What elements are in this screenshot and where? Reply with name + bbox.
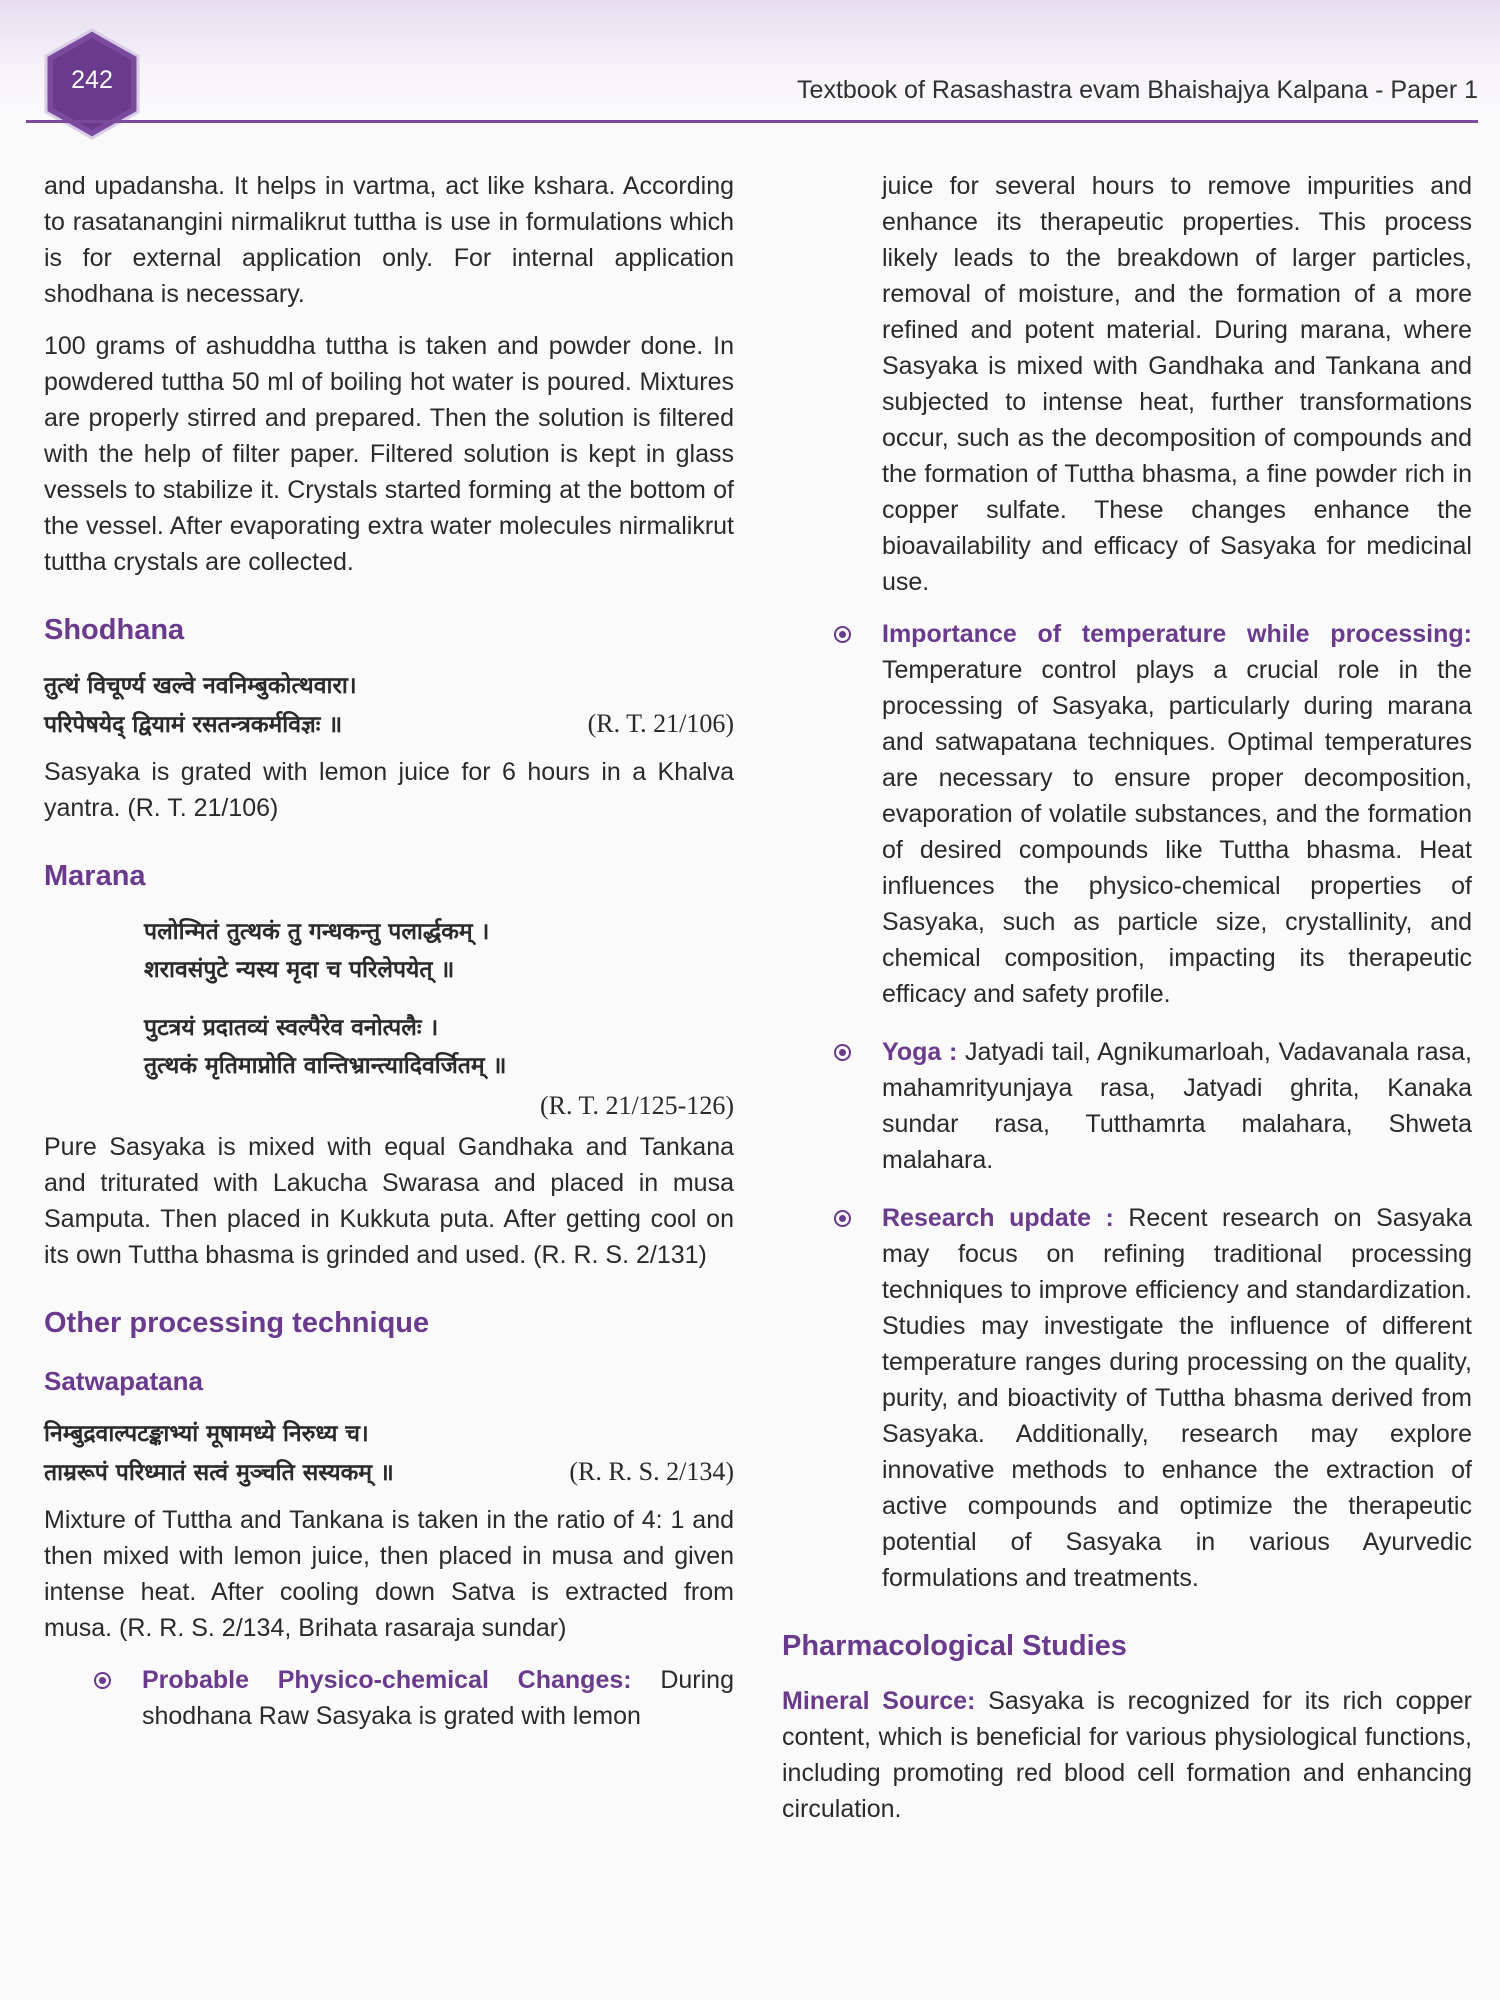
verse-reference: (R. T. 21/106) — [587, 709, 734, 738]
bullet-research — [834, 1200, 1472, 1596]
right-column — [782, 168, 1472, 1843]
bullet-lead: Research update : — [882, 1204, 1114, 1232]
shodhana-heading: Shodhana — [44, 614, 185, 646]
header-rule — [26, 120, 1478, 123]
bullet-lead: Probable Physico-chemical Changes: — [142, 1666, 632, 1694]
verse-line: निम्बुद्रवाल्पटङ्काभ्यां मूषामध्ये निरुध्य च। — [44, 1420, 369, 1447]
mineral-source-lead: Mineral Source: — [782, 1687, 976, 1715]
verse-line: पलोन्मितं तुत्थकं तु गन्धकन्तु पलार्द्धकम् । — [144, 918, 490, 945]
marana-text: Pure Sasyaka is mixed with equal Gandhaka and Tankana and triturated with Lakucha Swarasa and placed in musa Samputa. Then placed in Kukkuta puta. After getting cool on its own Tuttha bhasma is grinded and used. (R. R. S. 2/131) — [44, 1133, 734, 1269]
verse-reference: (R. R. S. 2/134) — [569, 1457, 734, 1486]
other-processing-heading: Other processing technique — [44, 1307, 430, 1339]
bullet-text: Recent research on Sasyaka may focus on refining traditional processing techniques to improve efficiency and standardization. Studies may investigate the influence of different temperature ranges during processing on the quality, purity, and bioactivity of Tuttha bhasma derived from Sasyaka. Additionally, research may explore innovative methods to enhance the extraction of active compounds and optimize the therapeutic potential of Sasyaka in various Ayurvedic formulations and treatments. — [882, 1204, 1472, 1592]
marana-verse — [144, 913, 734, 1085]
running-title: Textbook of Rasashastra evam Bhaishajya Kalpana - Paper 1 — [797, 76, 1478, 104]
bullet-icon — [834, 1044, 851, 1061]
left-column — [44, 168, 734, 1756]
verse-line: तुत्थं विचूर्ण्य खल्वे नवनिम्बुकोत्थवारा। — [44, 672, 357, 699]
verse-line: तुत्थकं मृतिमाप्नोति वान्तिभ्रान्त्यादिवर्जितम् ॥ — [144, 1052, 507, 1079]
preparation-paragraph: 100 grams of ashuddha tuttha is taken and powder done. In powdered tuttha 50 ml of boiling hot water is poured. Mixtures are properly stirred and prepared. Then the solution is filtered with the help of filter paper. Filtered solution is kept in glass vessels to stabilize it. Crystals started forming at the bottom of the vessel. After evaporating extra water molecules nirmalikrut tuttha crystals are collected. — [44, 332, 734, 576]
marana-heading: Marana — [44, 860, 146, 892]
satwapatana-verse — [44, 1415, 734, 1492]
bullet-icon — [94, 1672, 111, 1689]
bullet-physico-chemical — [94, 1662, 734, 1734]
bullet-text: Temperature control plays a crucial role in the processing of Sasyaka, particularly during marana and satwapatana techniques. Optimal temperatures are necessary to ensure proper decomposition, evaporation of volatile substances, and the formation of desired compounds like Tuttha bhasma. Heat influences the physico-chemical properties of Sasyaka, such as particle size, crystallinity, and chemical composition, impacting its therapeutic efficacy and safety profile. — [882, 656, 1472, 1008]
bullet-text: Jatyadi tail, Agnikumarloah, Vadavanala rasa, mahamrityunjaya rasa, Jatyadi ghrita, Kanaka sundar rasa, Tutthamrta malahara, Shweta malahara. — [882, 1038, 1472, 1174]
satwapatana-text: Mixture of Tuttha and Tankana is taken in the ratio of 4: 1 and then mixed with lemon juice, then placed in musa and given intense heat. After cooling down Satva is extracted from musa. (R. R. S. 2/134, Brihata rasaraja sundar) — [44, 1506, 734, 1642]
verse-reference: (R. T. 21/125-126) — [539, 1091, 734, 1120]
bullet-lead: Yoga : — [882, 1038, 958, 1066]
shodhana-verse — [44, 667, 734, 744]
intro-paragraph: and upadansha. It helps in vartma, act like kshara. According to rasatanangini nirmalikrut tuttha is use in formulations which is for external application only. For internal application shodhana is necessary. — [44, 172, 734, 308]
bullet-icon — [834, 1210, 851, 1227]
page-number: 242 — [71, 66, 113, 94]
verse-line: शरावसंपुटे न्यस्य मृदा च परिलेपयेत् ॥ — [144, 956, 455, 983]
mineral-source-paragraph — [782, 1683, 1472, 1827]
verse-line: ताम्ररूपं परिध्मातं सत्वं मुञ्चति सस्यकम् ॥ — [44, 1459, 394, 1486]
pharmacological-heading: Pharmacological Studies — [782, 1630, 1127, 1662]
bullet-text: During shodhana Raw Sasyaka is grated with lemon — [142, 1666, 734, 1730]
mineral-source-text: Sasyaka is recognized for its rich copper content, which is beneficial for various physiological functions, including promoting red blood cell formation and enhancing circulation. — [782, 1687, 1472, 1823]
bullet-icon — [834, 626, 851, 643]
bullet-lead: Importance of temperature while processing: — [882, 620, 1472, 648]
continuation-paragraph: juice for several hours to remove impurities and enhance its therapeutic properties. This process likely leads to the breakdown of larger particles, removal of moisture, and the formation of a more refined and potent material. During marana, where Sasyaka is mixed with Gandhaka and Tankana and subjected to intense heat, further transformations occur, such as the decomposition of compounds and the formation of Tuttha bhasma, a fine powder rich in copper sulfate. These changes enhance the bioavailability and efficacy of Sasyaka for medicinal use. — [882, 172, 1472, 596]
bullet-yoga — [834, 1034, 1472, 1178]
satwapatana-heading: Satwapatana — [44, 1366, 203, 1396]
verse-line: पुटत्रयं प्रदातव्यं स्वल्पैरेव वनोत्पलैः । — [144, 1014, 439, 1041]
shodhana-text: Sasyaka is grated with lemon juice for 6 hours in a Khalva yantra. (R. T. 21/106) — [44, 758, 734, 822]
bullet-temperature — [834, 616, 1472, 1012]
verse-line: परिपेषयेद् द्वियामं रसतन्त्रकर्मविज्ञः ॥ — [44, 711, 343, 738]
